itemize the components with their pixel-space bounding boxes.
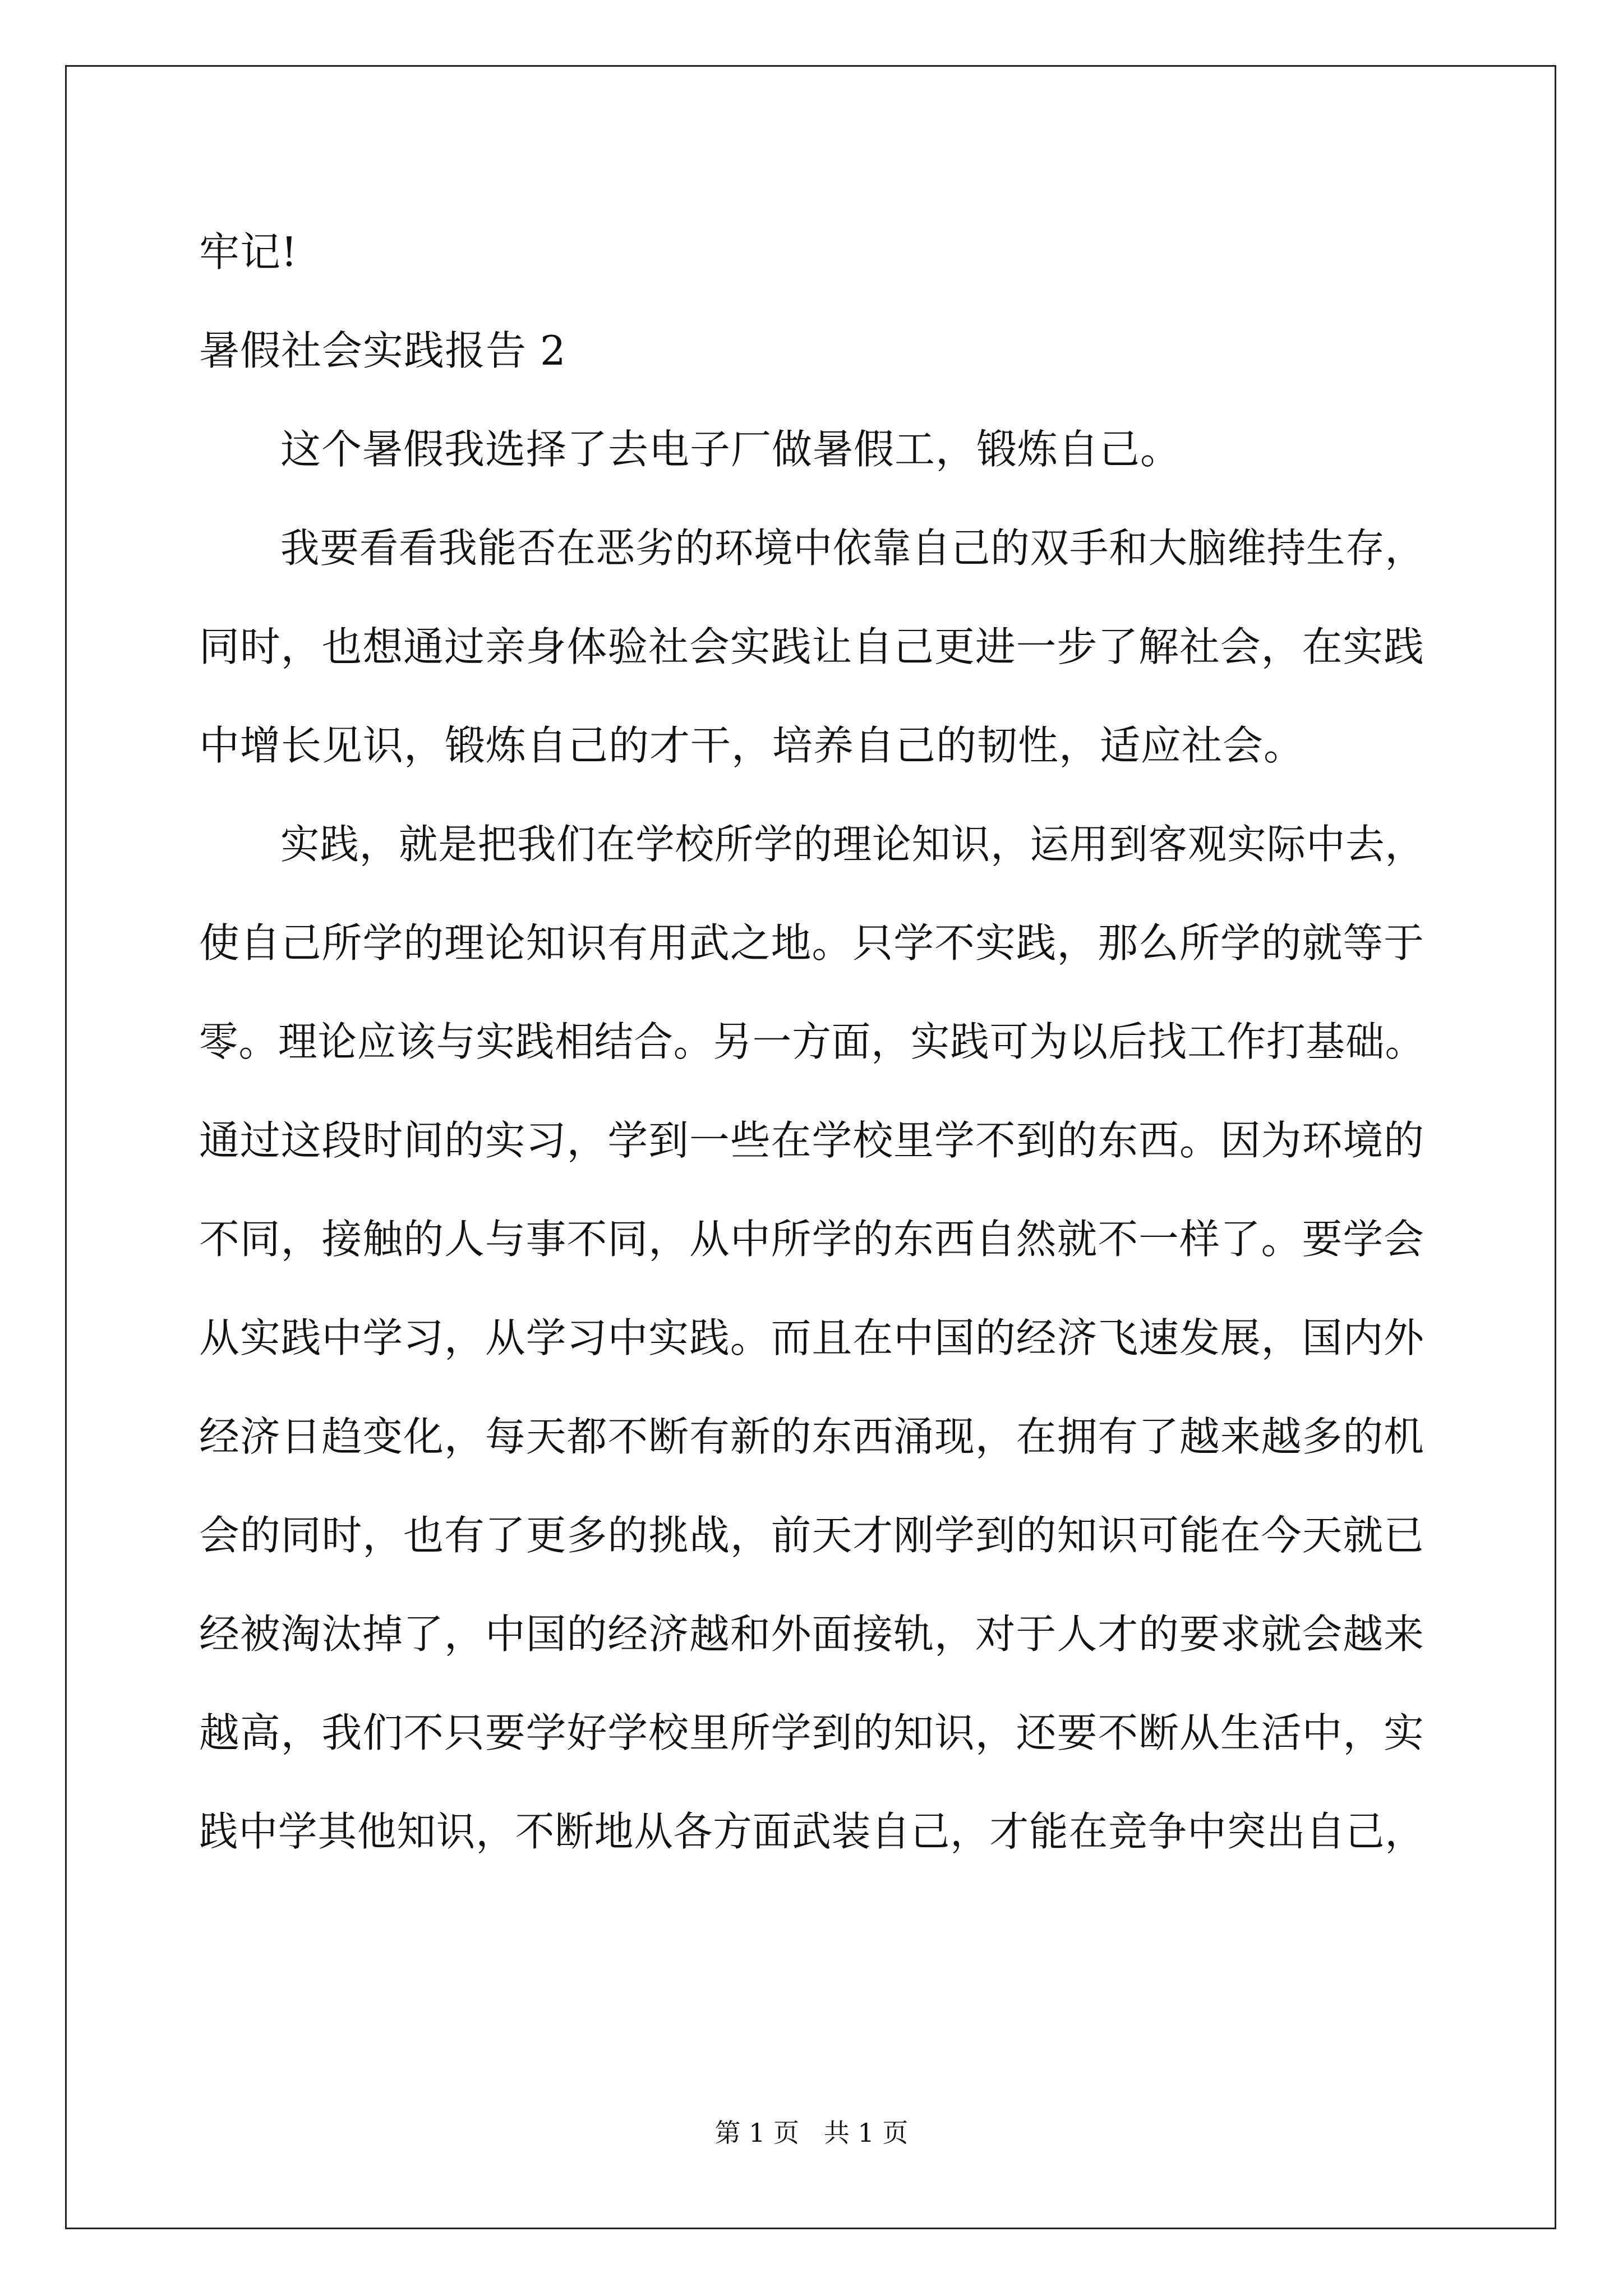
paragraph-3-line-9: 经被淘汰掉了，中国的经济越和外面接轨，对于人才的要求就会越来 bbox=[199, 1611, 1425, 1658]
paragraph-3-line-11: 践中学其他知识，不断地从各方面武装自己，才能在竞争中突出自己， bbox=[199, 1808, 1425, 1855]
paragraph-3-line-1: 实践，就是把我们在学校所学的理论知识，运用到客观实际中去， bbox=[280, 821, 1425, 868]
text-line-closing: 牢记! bbox=[199, 228, 298, 275]
paragraph-3-line-3: 零。理论应该与实践相结合。另一方面，实践可为以后找工作打基础。 bbox=[199, 1018, 1425, 1065]
paragraph-3-line-8: 会的同时，也有了更多的挑战，前天才刚学到的知识可能在今天就已 bbox=[199, 1512, 1425, 1559]
paragraph-1-line-1: 这个暑假我选择了去电子厂做暑假工，锻炼自己。 bbox=[280, 426, 1182, 473]
paragraph-3-line-5: 不同，接触的人与事不同，从中所学的东西自然就不一样了。要学会 bbox=[199, 1216, 1425, 1263]
section-title: 暑假社会实践报告 2 bbox=[199, 327, 566, 374]
paragraph-2-line-3: 中增长见识，锻炼自己的才干，培养自己的韧性，适应社会。 bbox=[199, 722, 1305, 769]
paragraph-2-line-2: 同时，也想通过亲身体验社会实践让自己更进一步了解社会，在实践 bbox=[199, 623, 1425, 670]
page-footer: 第 1 页 共 1 页 bbox=[714, 2118, 909, 2148]
paragraph-3-line-10: 越高，我们不只要学好学校里所学到的知识，还要不断从生活中，实 bbox=[199, 1709, 1425, 1756]
paragraph-3-line-7: 经济日趋变化，每天都不断有新的东西涌现，在拥有了越来越多的机 bbox=[199, 1413, 1425, 1460]
paragraph-2-line-1: 我要看看我能否在恶劣的环境中依靠自己的双手和大脑维持生存， bbox=[280, 524, 1425, 572]
paragraph-3-line-4: 通过这段时间的实习，学到一些在学校里学不到的东西。因为环境的 bbox=[199, 1117, 1425, 1164]
paragraph-3-line-2: 使自己所学的理论知识有用武之地。只学不实践，那么所学的就等于 bbox=[199, 919, 1425, 967]
paragraph-3-line-6: 从实践中学习，从学习中实践。而且在中国的经济飞速发展，国内外 bbox=[199, 1314, 1425, 1361]
